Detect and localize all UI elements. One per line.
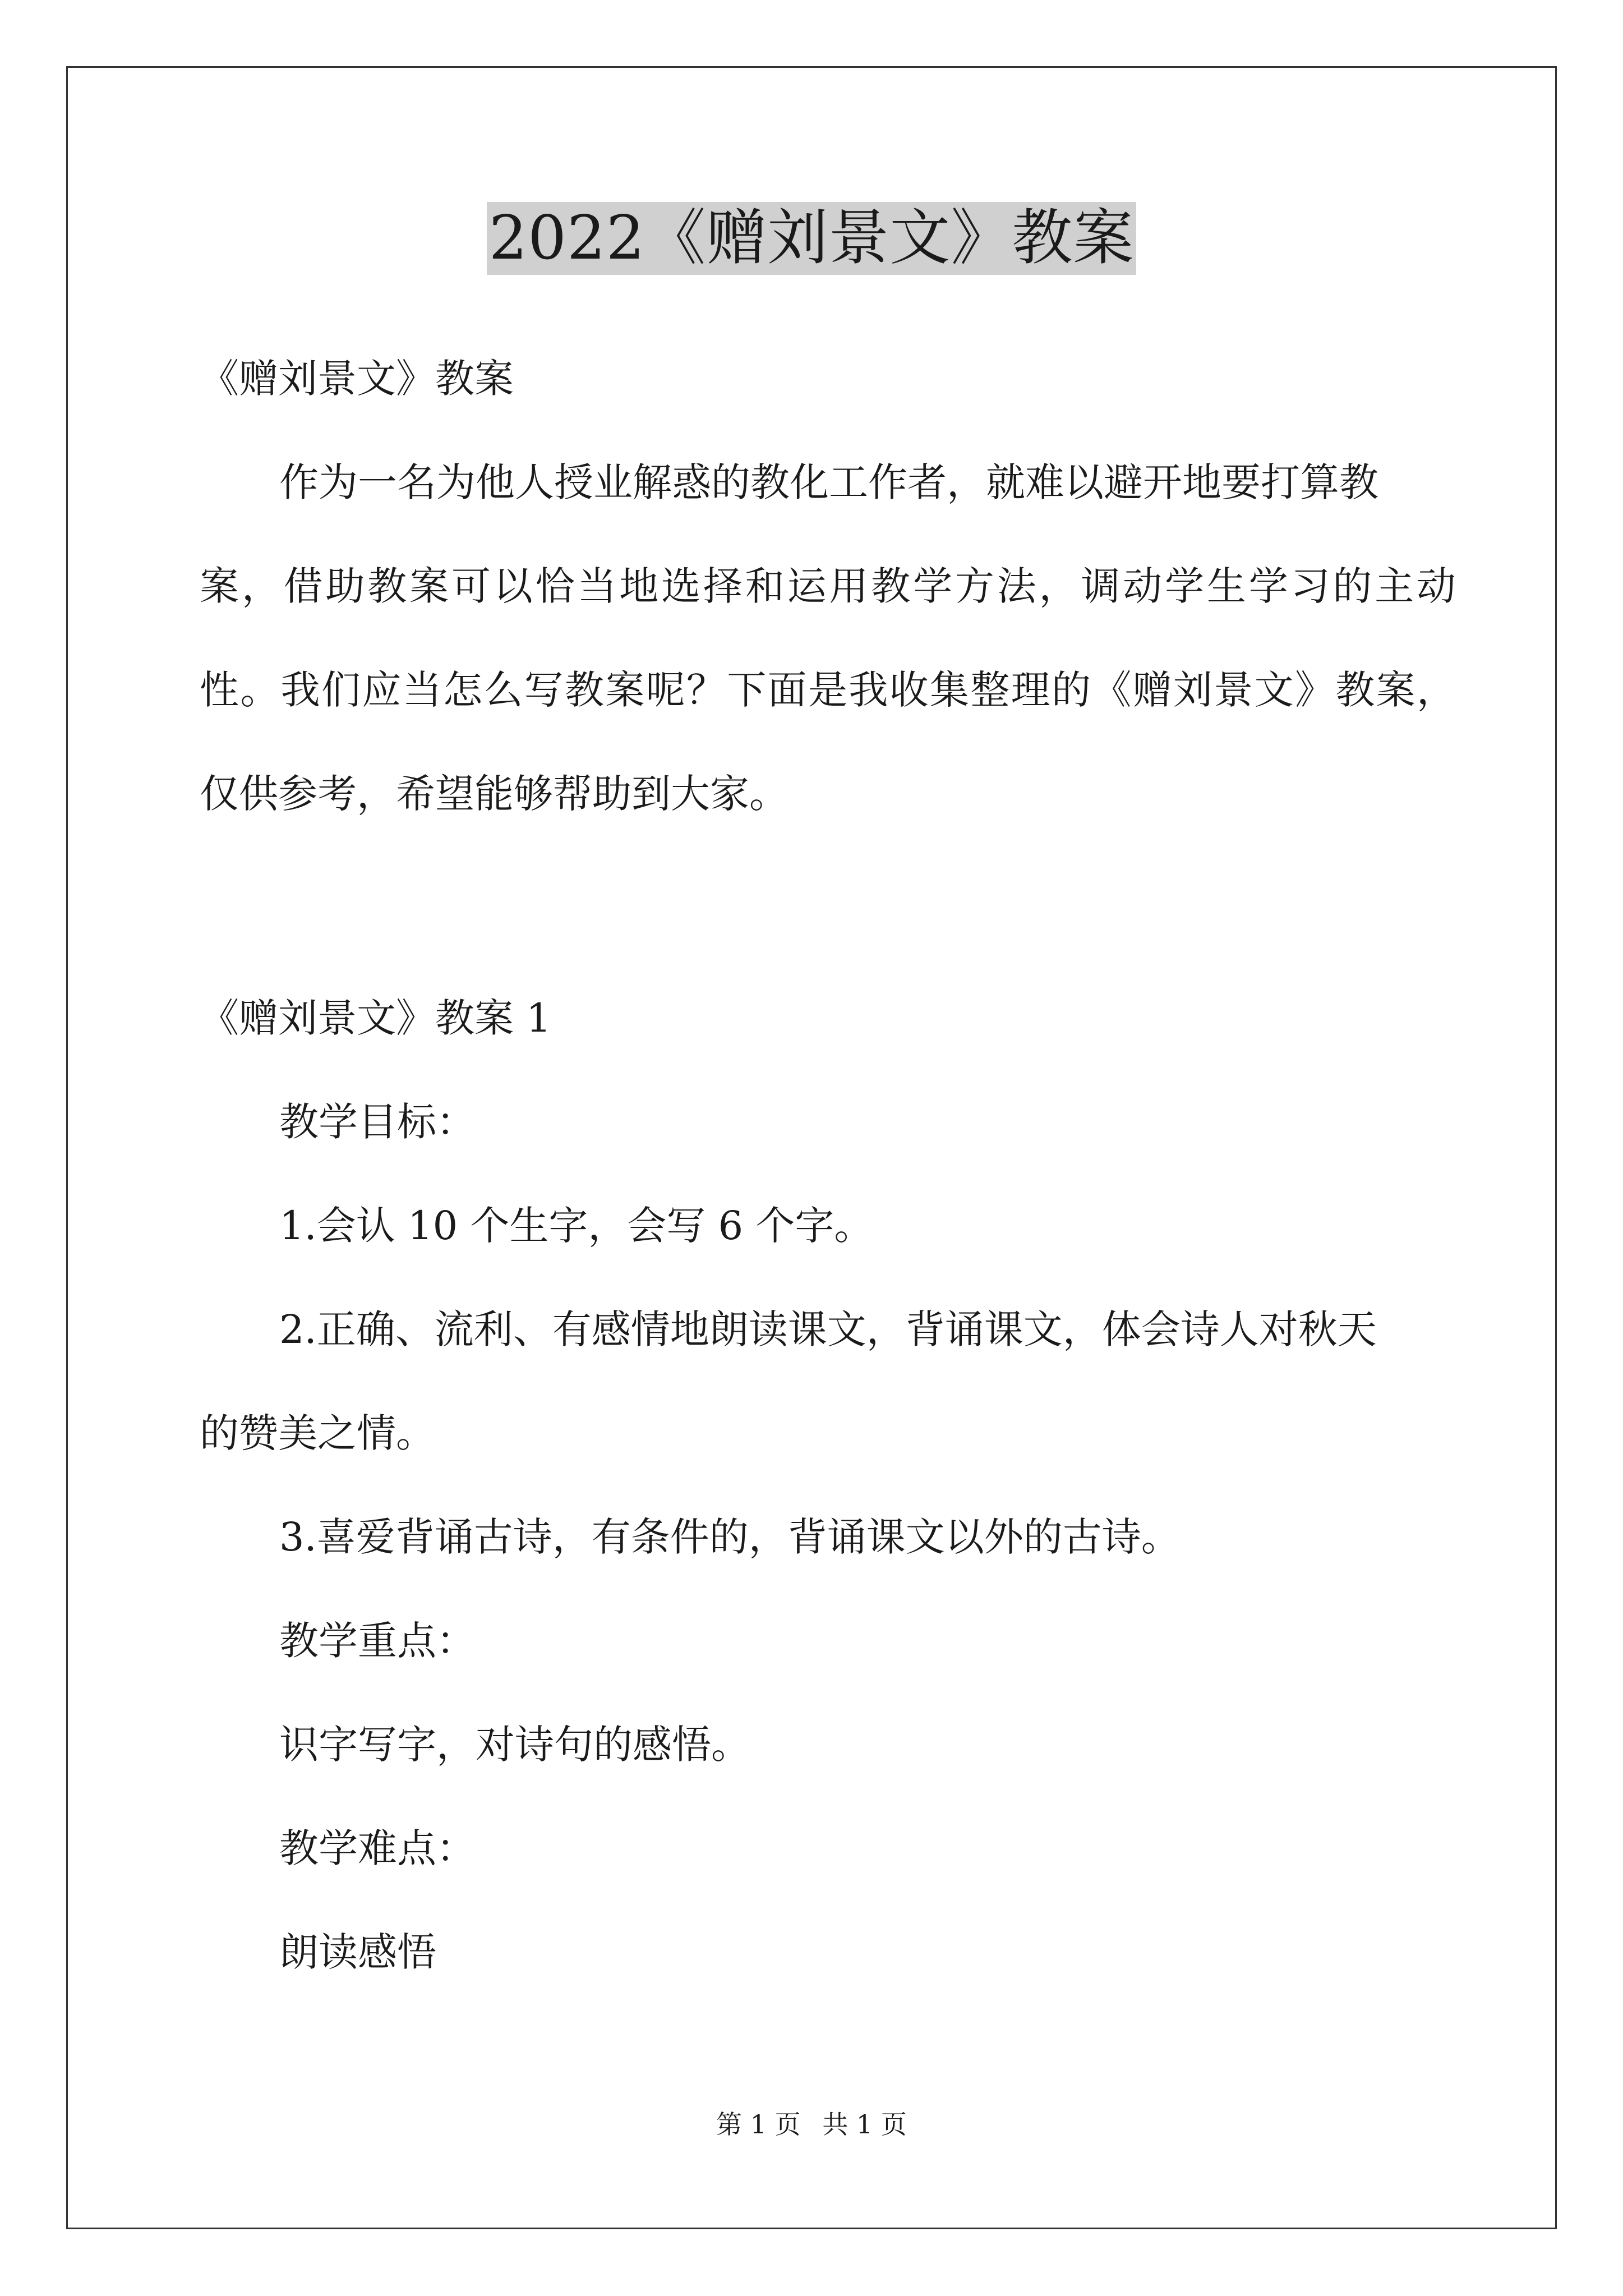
key-points-heading: 教学重点： — [279, 1618, 476, 1664]
title-container — [0, 202, 1623, 275]
intro-line-4: 仅供参考，希望能够帮助到大家。 — [200, 771, 789, 817]
intro-line-2: 案，借助教案可以恰当地选择和运用教学方法，调动学生学习的主动 — [200, 563, 1456, 609]
intro-line-1: 作为一名为他人授业解惑的教化工作者，就难以避开地要打算教 — [279, 459, 1378, 505]
difficulty-text: 朗读感悟 — [279, 1929, 436, 1975]
subtitle: 《赠刘景文》教案 — [200, 356, 514, 402]
page-total: 共 1 页 — [822, 2109, 907, 2139]
document-title: 2022《赠刘景文》教案 — [487, 202, 1137, 275]
page-number: 第 1 页 — [716, 2109, 801, 2139]
goal-1: 1.会认 10 个生字，会写 6 个字。 — [279, 1203, 874, 1249]
intro-line-3: 性。我们应当怎么写教案呢？下面是我收集整理的《赠刘景文》教案， — [200, 667, 1456, 713]
key-points-text: 识字写字，对诗句的感悟。 — [279, 1722, 750, 1768]
goal-2-line-2: 的赞美之情。 — [200, 1410, 435, 1456]
goal-3: 3.喜爱背诵古诗，有条件的，背诵课文以外的古诗。 — [279, 1514, 1181, 1560]
difficulty-heading: 教学难点： — [279, 1825, 476, 1871]
goals-heading: 教学目标： — [279, 1099, 476, 1145]
page-footer — [0, 2108, 1623, 2141]
section-title: 《赠刘景文》教案 1 — [200, 995, 551, 1041]
goal-2-line-1: 2.正确、流利、有感情地朗读课文，背诵课文，体会诗人对秋天 — [279, 1306, 1377, 1352]
